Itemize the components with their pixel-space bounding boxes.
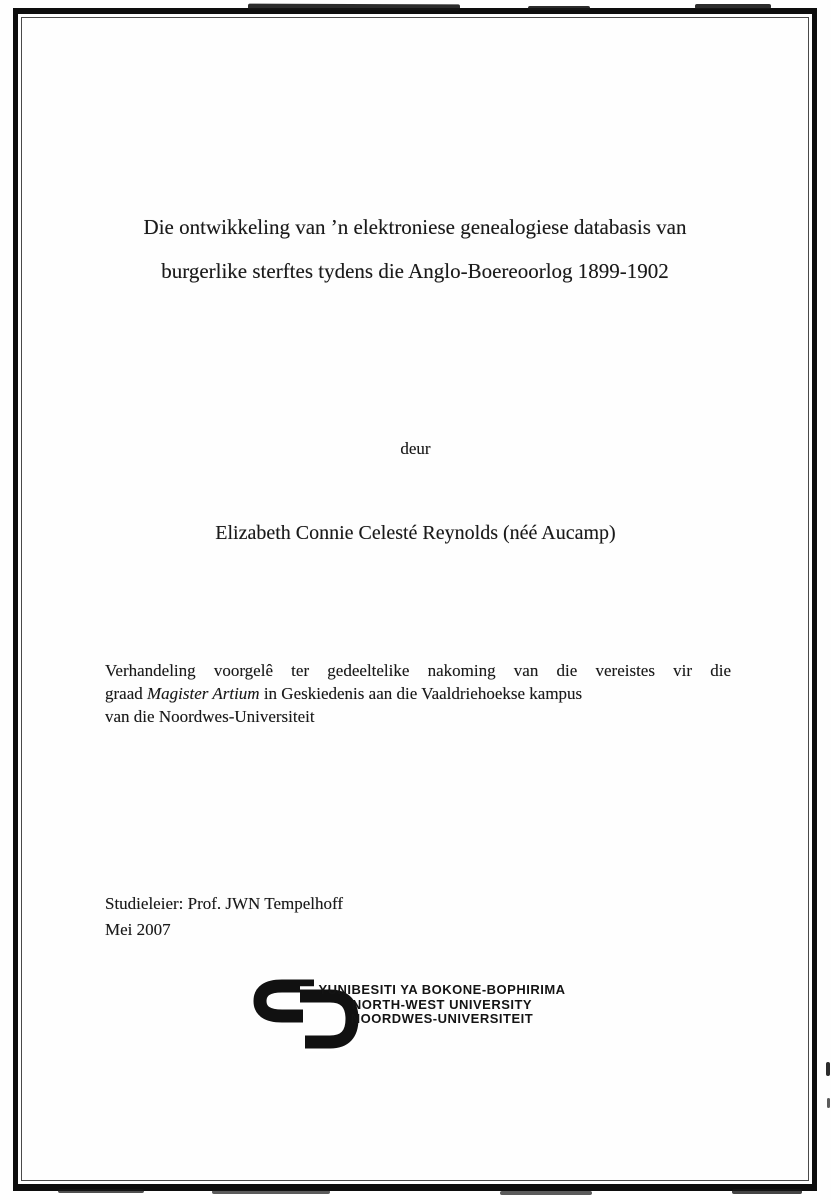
degree-name: Magister Artium xyxy=(147,684,260,703)
submission-line2-prefix: graad xyxy=(105,684,148,703)
scan-artifact xyxy=(827,1098,830,1108)
scan-artifact xyxy=(58,1189,144,1193)
submission-line1: Verhandeling voorgelê ter gedeeltelike nakoming van die vereistes vir die xyxy=(105,661,731,680)
scan-artifact xyxy=(732,1189,802,1194)
nwu-logo-text xyxy=(318,983,566,1027)
scan-artifact xyxy=(212,1190,330,1194)
thesis-title-line1: Die ontwikkeling van ’n elektroniese genealogiese databasis van xyxy=(143,215,687,239)
author-name: Elizabeth Connie Celesté Reynolds (néé Aucamp) xyxy=(215,522,616,544)
scan-artifact xyxy=(500,1191,592,1195)
nwu-logo xyxy=(253,976,583,1056)
submission-line3: van die Noordwes-Universiteit xyxy=(105,707,315,726)
scan-artifact xyxy=(695,4,771,9)
scan-artifact xyxy=(826,1062,830,1076)
byline-label: deur xyxy=(400,439,431,458)
logo-line-english: NORTH-WEST UNIVERSITY xyxy=(351,996,533,1012)
logo-line-afrikaans: NOORDWES-UNIVERSITEIT xyxy=(350,1011,534,1026)
thesis-title-line2: burgerlike sterftes tydens die Anglo-Boereoorlog 1899-1902 xyxy=(161,259,669,283)
scan-artifact xyxy=(248,4,460,11)
scan-artifact xyxy=(528,6,590,10)
thesis-title xyxy=(95,205,735,293)
submission-line2-suffix: in Geskiedenis aan die Vaaldriehoekse kampus xyxy=(259,684,583,703)
supervisor-line: Studieleier: Prof. JWN Tempelhoff xyxy=(105,894,344,913)
supervisor-block xyxy=(105,891,605,943)
submission-line2 xyxy=(105,682,731,705)
date-line: Mei 2007 xyxy=(105,920,171,939)
logo-line-setswana: YUNIBESITI YA BOKONE-BOPHIRIMA xyxy=(318,982,566,997)
submission-statement xyxy=(105,659,731,728)
